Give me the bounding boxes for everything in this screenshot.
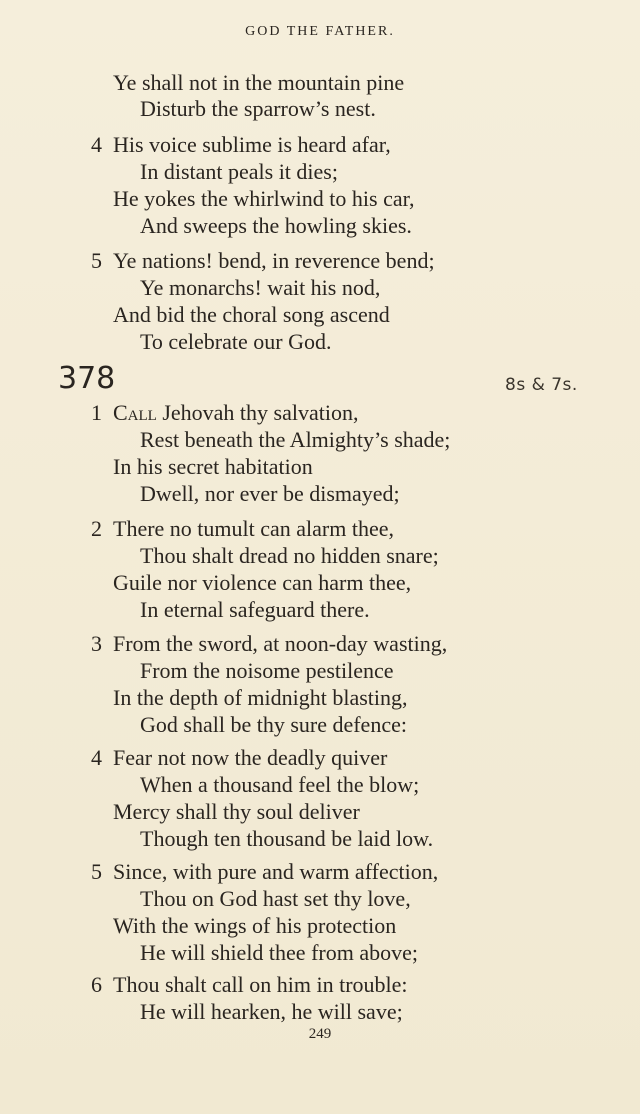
stanza-number: 6 bbox=[91, 972, 102, 997]
verse-line: To celebrate our God. bbox=[140, 329, 332, 354]
verse-line: His voice sublime is heard afar, bbox=[113, 132, 391, 157]
verse-line: Fear not now the deadly quiver bbox=[113, 745, 388, 770]
verse-line: He will shield thee from above; bbox=[140, 940, 418, 965]
verse-line: Though ten thousand be laid low. bbox=[140, 826, 434, 851]
verse-line: Ye nations! bend, in reverence bend; bbox=[113, 248, 435, 273]
verse-line: From the sword, at noon-day wasting, bbox=[113, 631, 448, 656]
first-line-rest: Jehovah thy salvation, bbox=[156, 400, 359, 425]
verse-line: Dwell, nor ever be dismayed; bbox=[140, 481, 400, 506]
verse-line: God shall be thy sure defence: bbox=[140, 712, 407, 737]
verse-line: With the wings of his protection bbox=[113, 913, 397, 938]
stanza-number: 2 bbox=[91, 516, 102, 541]
verse-line-first bbox=[113, 400, 358, 426]
verse-line: He yokes the whirlwind to his car, bbox=[113, 186, 415, 211]
hymn-meter: 8s & 7s. bbox=[505, 375, 578, 395]
stanza-number: 3 bbox=[91, 631, 102, 656]
verse-line: From the noisome pestilence bbox=[140, 658, 394, 683]
verse-line: And bid the choral song ascend bbox=[113, 302, 390, 327]
verse-line: In eternal safeguard there. bbox=[140, 597, 370, 622]
verse-line: When a thousand feel the blow; bbox=[140, 772, 420, 797]
stanza-number: 1 bbox=[91, 400, 102, 425]
verse-line: Thou shalt dread no hidden snare; bbox=[140, 543, 439, 568]
verse-line: Thou shalt call on him in trouble: bbox=[113, 972, 408, 997]
first-word-small-caps: Call bbox=[113, 400, 157, 425]
verse-line: Disturb the sparrow’s nest. bbox=[140, 96, 376, 121]
verse-line: In the depth of midnight blasting, bbox=[113, 685, 408, 710]
verse-line: In distant peals it dies; bbox=[140, 159, 338, 184]
verse-line: He will hearken, he will save; bbox=[140, 999, 403, 1024]
verse-line: There no tumult can alarm thee, bbox=[113, 516, 394, 541]
verse-line: Guile nor violence can harm thee, bbox=[113, 570, 412, 595]
stanza-number: 4 bbox=[91, 745, 102, 770]
verse-line: Ye shall not in the mountain pine bbox=[113, 70, 405, 95]
stanza-number: 5 bbox=[91, 248, 102, 273]
verse-line: Ye monarchs! wait his nod, bbox=[140, 275, 381, 300]
page-number: 249 bbox=[308, 1026, 332, 1042]
verse-line: Rest beneath the Almighty’s shade; bbox=[140, 427, 451, 452]
verse-line: In his secret habitation bbox=[113, 454, 313, 479]
verse-line: Thou on God hast set thy love, bbox=[140, 886, 411, 911]
stanza-number: 5 bbox=[91, 859, 102, 884]
stanza-number: 4 bbox=[91, 132, 102, 157]
running-header: GOD THE FATHER. bbox=[245, 24, 395, 39]
verse-line: Since, with pure and warm affection, bbox=[113, 859, 439, 884]
verse-line: Mercy shall thy soul deliver bbox=[113, 799, 360, 824]
hymn-number: 378 bbox=[58, 361, 116, 396]
verse-line: And sweeps the howling skies. bbox=[140, 213, 412, 238]
